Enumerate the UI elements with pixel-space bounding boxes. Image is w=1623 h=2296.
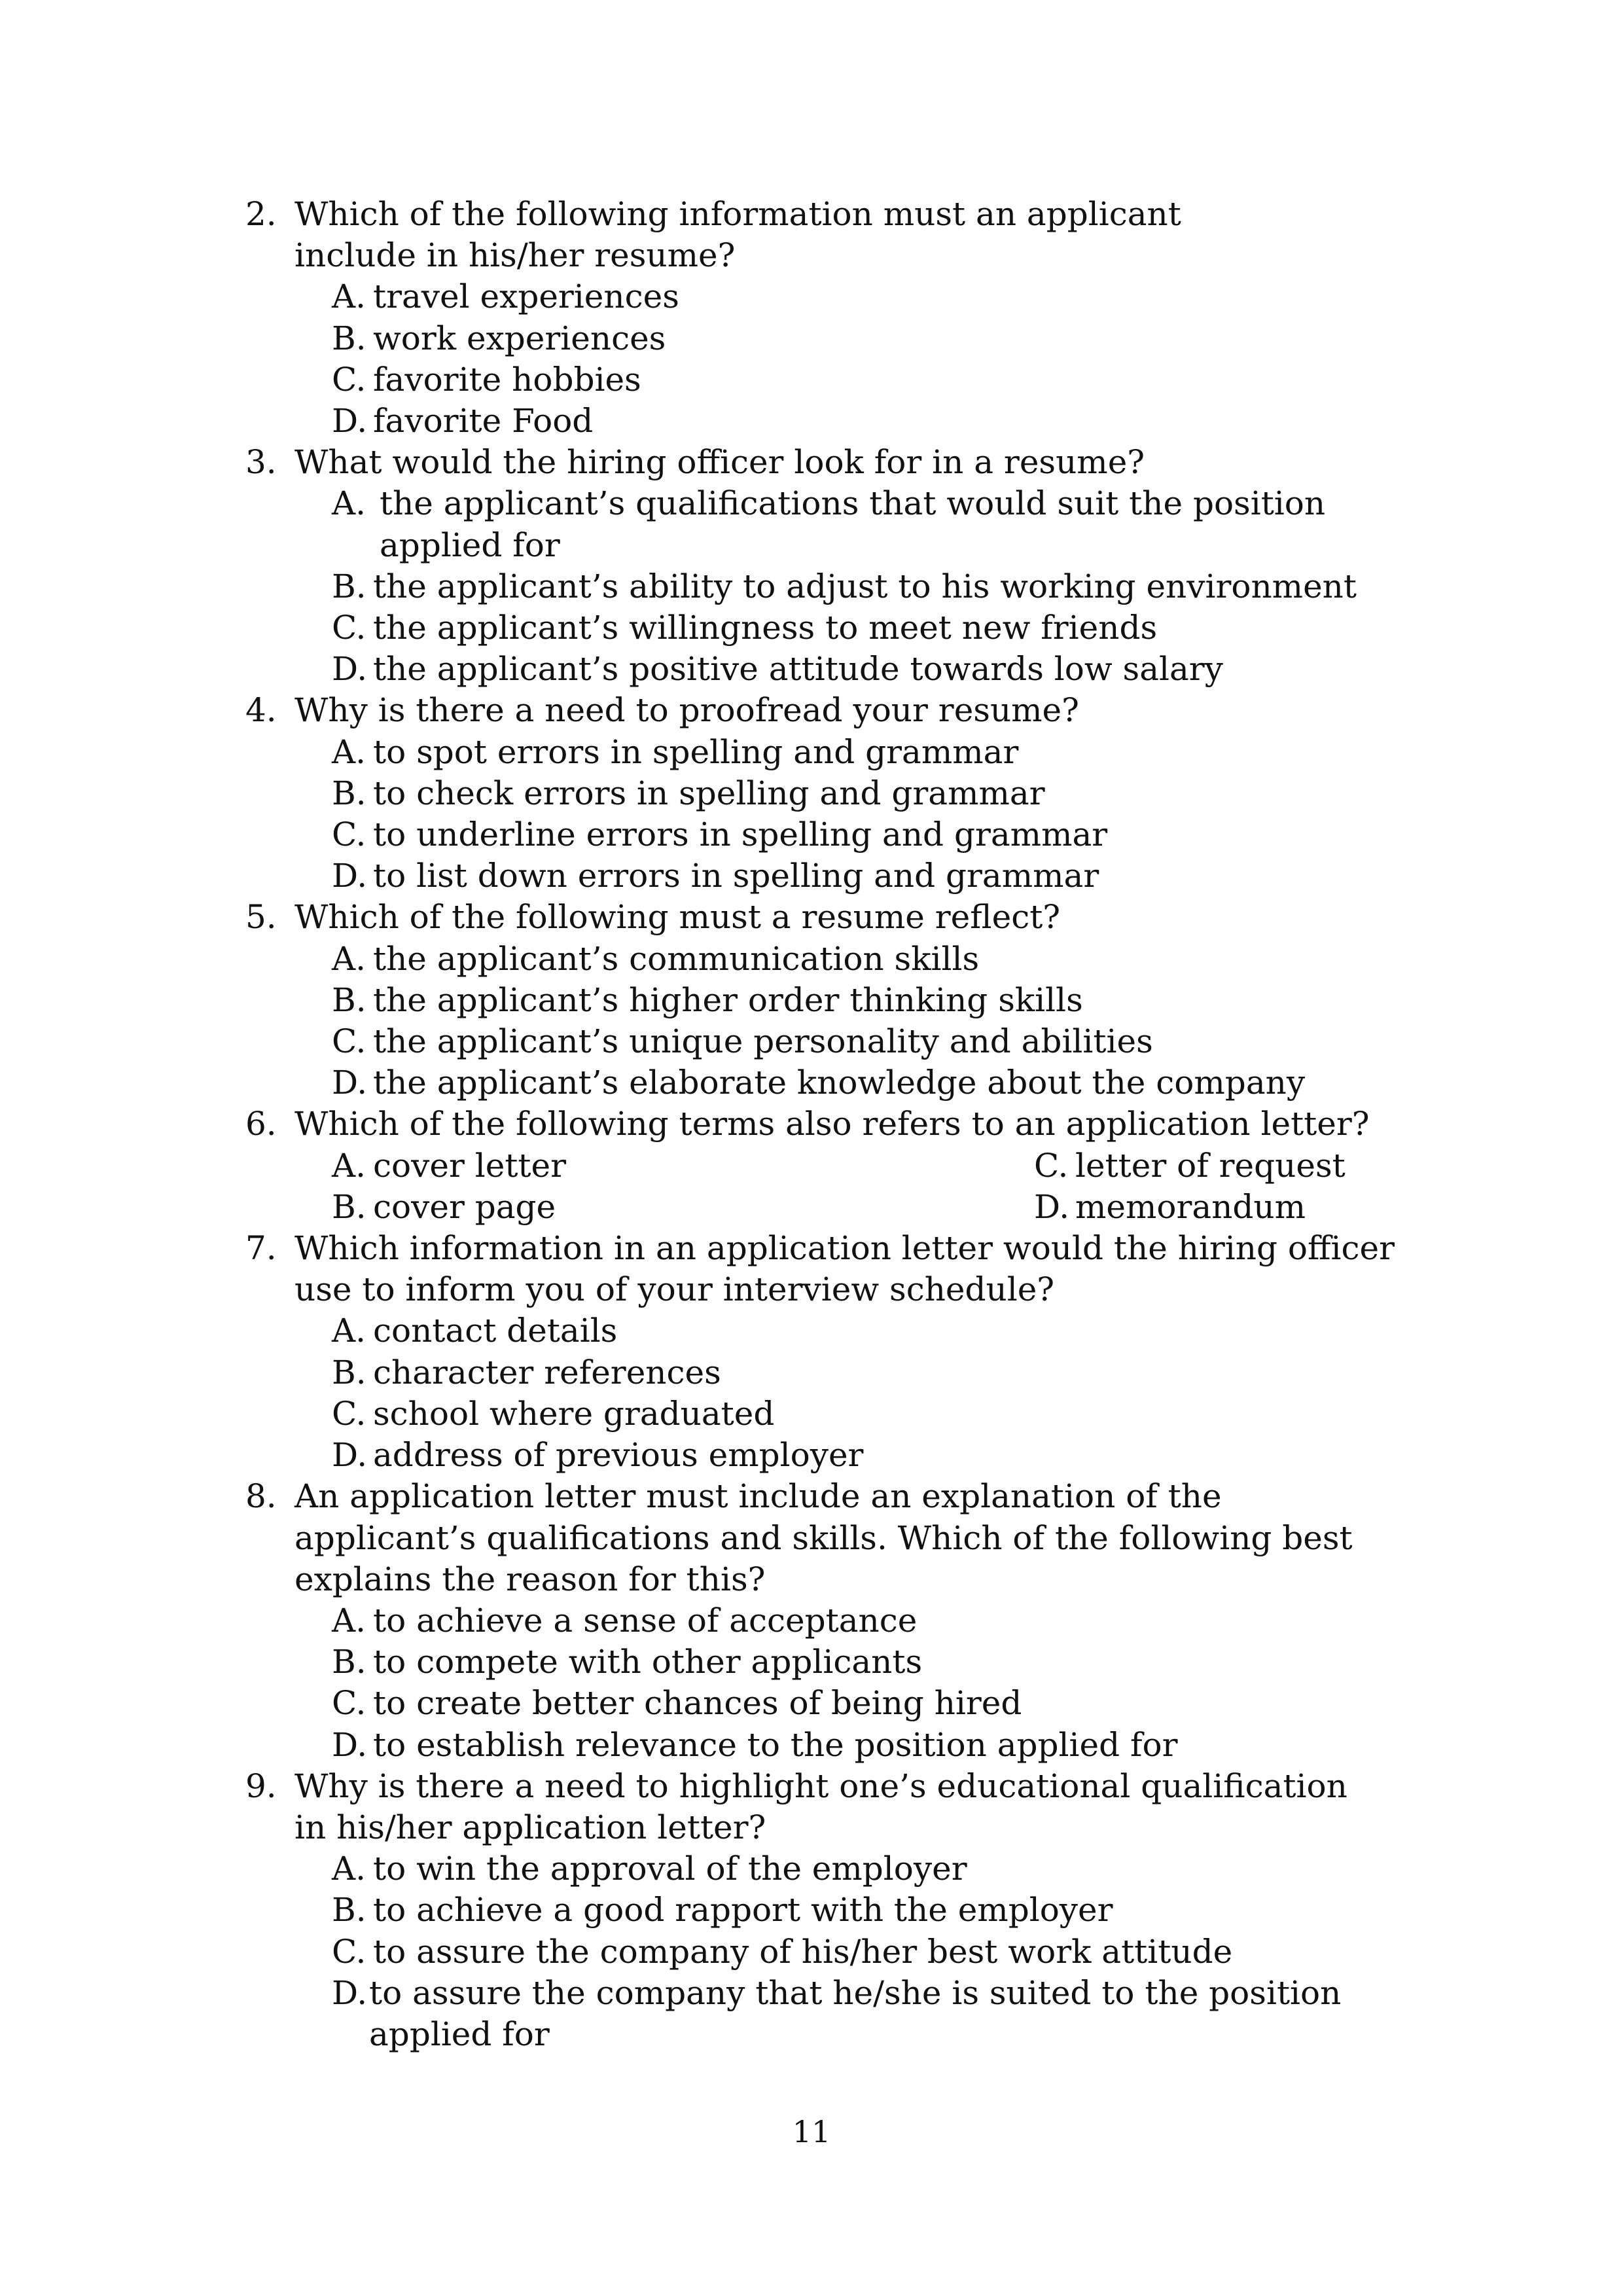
option-text: to spot errors in spelling and grammar [373, 732, 1019, 771]
option-text: school where graduated [373, 1394, 775, 1433]
question-text: Which of the following must a resume reflect? [294, 898, 1061, 937]
question-text: An application letter must include an explanation of the applicant’s qualifications and skills. Which of the following best explains the reason for this? [294, 1477, 1353, 1598]
option-label: B. [332, 319, 366, 357]
option-text: to create better chances of being hired [373, 1684, 1022, 1723]
option-label: C. [332, 360, 366, 399]
question-number: 3. [245, 443, 277, 482]
question-text: Which information in an application letter would the hiring officer use to inform you of your interview schedule? [294, 1229, 1395, 1309]
option-label: C. [332, 1684, 366, 1723]
option-text: the applicant’s communication skills [373, 939, 980, 978]
option-text: to underline errors in spelling and grammar [373, 816, 1108, 854]
option-a [332, 1310, 1443, 1352]
option-label: B. [332, 980, 366, 1019]
option-list [294, 939, 1443, 1104]
option-b [332, 773, 1443, 814]
option-list [294, 483, 1443, 690]
question-text: Why is there a need to highlight one’s educational qualification in his/her application letter? [294, 1767, 1347, 1846]
question-list [245, 194, 1443, 2055]
option-label: D. [332, 1973, 368, 2012]
option-a [332, 1145, 1034, 1187]
question-number: 5. [245, 898, 277, 937]
question-9 [245, 1766, 1443, 2055]
page-number: 11 [792, 2114, 831, 2149]
option-text: to establish relevance to the position applied for [373, 1725, 1178, 1764]
question-2 [245, 194, 1443, 442]
option-text: the applicant’s qualifications that would suit the position applied for [380, 484, 1326, 564]
option-label: B. [332, 774, 366, 812]
option-a [332, 276, 1443, 317]
option-label: B. [332, 567, 366, 605]
option-label: D. [332, 650, 368, 689]
option-label: C. [332, 1394, 366, 1433]
option-d [332, 1973, 1351, 2055]
option-c [332, 814, 1443, 855]
question-number: 9. [245, 1767, 277, 1805]
option-text: cover letter [373, 1146, 566, 1185]
option-list [294, 1310, 1443, 1476]
option-text: to assure the company of his/her best work attitude [373, 1932, 1233, 1971]
option-b [332, 566, 1443, 607]
option-text: to win the approval of the employer [373, 1850, 967, 1888]
option-label: A. [332, 1601, 366, 1640]
question-5 [245, 897, 1443, 1103]
option-d [1034, 1187, 1402, 1228]
option-a [332, 1600, 1443, 1641]
question-text: Why is there a need to proofread your resume? [294, 691, 1079, 730]
option-label: A. [332, 732, 366, 771]
option-label: D. [332, 1725, 368, 1764]
question-number: 4. [245, 691, 277, 730]
option-c [332, 1393, 1443, 1435]
option-text: cover page [373, 1187, 556, 1226]
option-text: address of previous employer [373, 1436, 864, 1475]
option-label: C. [332, 609, 366, 647]
option-row [332, 1145, 1443, 1187]
option-a [332, 732, 1443, 773]
question-text: Which of the following information must an applicant include in his/her resume? [294, 195, 1181, 275]
option-b [332, 318, 1443, 359]
option-b [332, 1890, 1443, 1931]
option-text: work experiences [373, 319, 666, 357]
option-a [332, 939, 1443, 980]
option-label: B. [332, 1891, 366, 1929]
question-text: What would the hiring officer look for in a resume? [294, 443, 1145, 482]
option-text: to achieve a sense of acceptance [373, 1601, 918, 1640]
option-label: D. [332, 1064, 368, 1102]
option-b [332, 1187, 1034, 1228]
option-text: favorite Food [373, 402, 594, 440]
option-label: B. [332, 1187, 366, 1226]
option-label: A. [332, 278, 366, 316]
question-4 [245, 690, 1443, 897]
option-d [332, 649, 1443, 690]
option-text: to assure the company that he/she is suited to the position applied for [369, 1973, 1342, 2053]
option-a [332, 483, 1427, 565]
option-list [294, 732, 1443, 897]
option-list [294, 1145, 1443, 1228]
option-label: D. [332, 1436, 368, 1475]
option-label: A. [332, 1850, 366, 1888]
option-label: D. [332, 402, 368, 440]
option-text: to achieve a good rapport with the employer [373, 1891, 1113, 1929]
option-c [332, 1683, 1443, 1724]
option-label: C. [332, 816, 366, 854]
option-text: to list down errors in spelling and grammar [373, 857, 1099, 895]
option-label: A. [332, 1312, 366, 1350]
option-label: A. [332, 484, 366, 523]
option-c [332, 1931, 1443, 1973]
option-list [294, 1848, 1443, 2055]
option-text: letter of request [1075, 1146, 1346, 1185]
option-label: C. [332, 1022, 366, 1061]
option-label: A. [332, 939, 366, 978]
option-text: the applicant’s unique personality and abilities [373, 1022, 1153, 1061]
option-d [332, 1725, 1443, 1766]
option-text: the applicant’s higher order thinking skills [373, 980, 1083, 1019]
option-text: travel experiences [373, 278, 679, 316]
option-label: A. [332, 1146, 366, 1185]
option-text: to compete with other applicants [373, 1643, 923, 1681]
question-number: 6. [245, 1105, 277, 1143]
option-row [332, 1187, 1443, 1228]
option-d [332, 401, 1443, 442]
option-label: C. [332, 1932, 366, 1971]
option-b [332, 1641, 1443, 1683]
option-text: the applicant’s positive attitude towards low salary [373, 650, 1223, 689]
option-list [294, 276, 1443, 442]
option-text: the applicant’s elaborate knowledge about the company [373, 1064, 1306, 1102]
option-text: the applicant’s willingness to meet new friends [373, 609, 1158, 647]
option-label: B. [332, 1643, 366, 1681]
option-text: favorite hobbies [373, 360, 641, 399]
option-label: B. [332, 1353, 366, 1391]
option-text: to check errors in spelling and grammar [373, 774, 1045, 812]
option-d [332, 1435, 1443, 1476]
question-3 [245, 442, 1443, 690]
option-text: character references [373, 1353, 721, 1391]
option-label: C. [1034, 1146, 1069, 1185]
question-text: Which of the following terms also refers to an application letter? [294, 1105, 1370, 1143]
option-c [332, 359, 1443, 401]
option-c [332, 1021, 1443, 1062]
option-a [332, 1848, 1443, 1890]
option-c [1034, 1145, 1402, 1187]
question-8 [245, 1476, 1443, 1765]
option-d [332, 855, 1443, 897]
option-label: D. [1034, 1187, 1070, 1226]
question-7 [245, 1228, 1443, 1476]
option-d [332, 1062, 1443, 1103]
option-label: D. [332, 857, 368, 895]
option-text: the applicant’s ability to adjust to his working environment [373, 567, 1357, 605]
option-b [332, 980, 1443, 1021]
option-text: contact details [373, 1312, 618, 1350]
question-number: 8. [245, 1477, 277, 1516]
question-number: 2. [245, 195, 277, 233]
option-text: memorandum [1075, 1187, 1306, 1226]
question-6 [245, 1103, 1443, 1228]
option-list [294, 1600, 1443, 1766]
option-b [332, 1352, 1443, 1393]
option-c [332, 607, 1443, 649]
question-number: 7. [245, 1229, 277, 1268]
